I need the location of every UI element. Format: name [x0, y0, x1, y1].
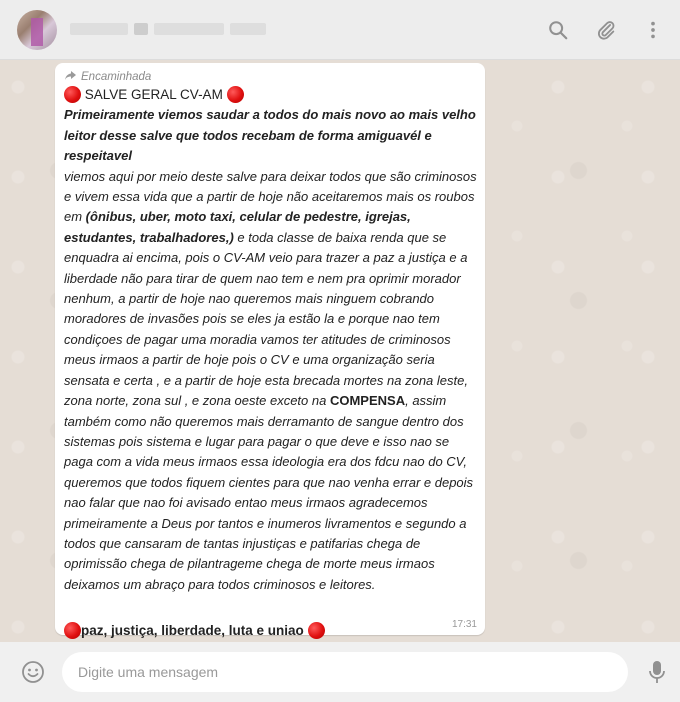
contact-name-redacted[interactable] — [70, 21, 320, 37]
message-body — [64, 167, 477, 596]
emoji-icon[interactable] — [21, 660, 45, 684]
forward-arrow-icon — [64, 70, 77, 84]
kebab-menu-icon[interactable] — [641, 18, 665, 42]
message-closing — [64, 622, 325, 639]
composer-bar — [0, 642, 680, 702]
chat-header — [0, 0, 680, 60]
forwarded-label: Encaminhada — [81, 71, 152, 83]
red-circle-emoji — [308, 622, 325, 639]
body-text-part: , assim também como não queremos mais derramanto de sangue dentro dos sistemas pois sistema e lugar para pagar o que deve e isso nao se paga com a vida meus irmaos essa ideologia era dos fdcu nao do CV, queremos que todos fiquem cientes para que nao venha errar e depois nao falar que nao foi avisado entao meus irmaos agradecemos primeiramente a Deus por tantos e inumeros livramentos e segundo a todos que cansaram de tantas injustiças e patifarias chega de oprimissão chega de pilantrageme chega de morte meus irmaos deixamos um abraço para todos criminosos e leitores. — [64, 393, 474, 592]
message-title-line — [64, 85, 477, 105]
body-text-part: e toda classe de baixa renda que se enquadra ai encima, pois o CV-AM veio para trazer a paz a justiça e a liberdade não para tirar de quem nao tem e nem pra oprimir morador nenhum, a partir de hoje nao queremos mais ninguem cobrando moradores de invasões pois se eles ja estão la e porque nao tem condiçoes de pagar uma moradia vamos ter atitudes de criminosos meus irmaos a partir de hoje pois o CV e uma organização seria sensata e certa , e a partir de hoje esta brecada mortes na zona leste, zona norte, zona sul , e zona oeste exceto na — [64, 229, 468, 409]
red-circle-emoji — [227, 86, 244, 103]
message-bubble[interactable] — [55, 63, 485, 638]
closing-text: paz, justiça, liberdade, luta e uniao — [81, 622, 304, 638]
search-icon[interactable] — [546, 18, 570, 42]
body-bold-part: (ônibus, uber, moto taxi, celular de pedestre, igrejas, estudantes, trabalhadores,) — [64, 209, 411, 245]
microphone-icon[interactable] — [647, 659, 667, 685]
message-input[interactable] — [62, 652, 628, 692]
body-text-part: viemos aqui por meio deste salve para deixar todos que são criminosos e vivem essa vida que a partir de hoje não aceitaremos mais os roubos em — [64, 168, 477, 225]
body-bold-part: COMPENSA — [329, 393, 406, 409]
red-circle-emoji — [64, 622, 81, 639]
redacted-block — [230, 23, 266, 35]
message-intro: Primeiramente viemos saudar a todos do mais novo ao mais velho leitor desse salve que todos recebam de forma amiguavél e respeitavel — [64, 107, 476, 164]
message-timestamp: 17:31 — [451, 619, 477, 630]
forwarded-indicator — [64, 69, 477, 85]
contact-avatar[interactable] — [17, 10, 57, 50]
redacted-block — [70, 23, 128, 35]
redacted-block — [154, 23, 224, 35]
red-circle-emoji — [64, 86, 81, 103]
chat-area[interactable] — [0, 60, 680, 642]
paperclip-icon[interactable] — [594, 18, 618, 42]
message-title: SALVE GERAL CV-AM — [84, 87, 223, 102]
redacted-block — [134, 23, 148, 35]
